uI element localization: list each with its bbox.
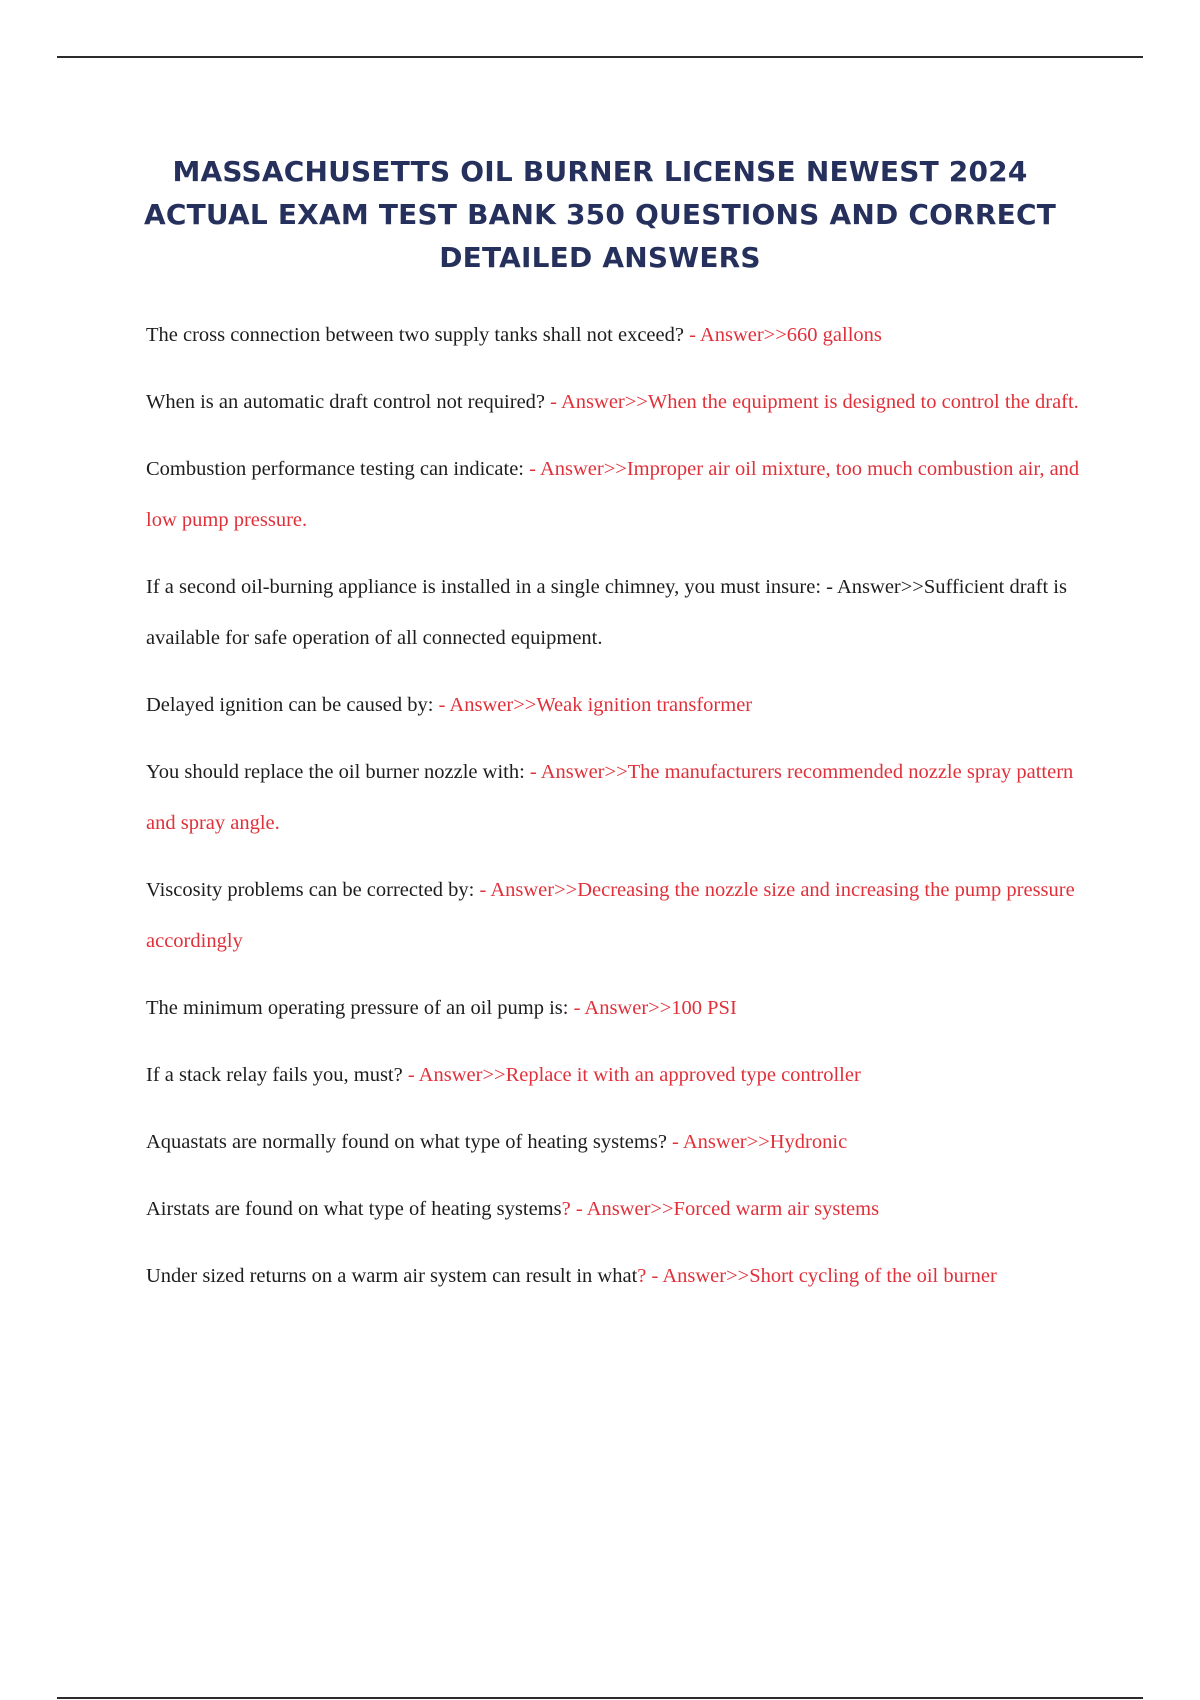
qa-item <box>146 865 1096 967</box>
question-text: Viscosity problems can be corrected by: <box>146 879 475 901</box>
question-text: If a stack relay fails you, must? <box>146 1064 403 1086</box>
answer-text: ? - Answer>>Forced warm air systems <box>561 1198 880 1220</box>
question-text: The minimum operating pressure of an oil pump is: <box>146 997 569 1019</box>
qa-item <box>146 310 1096 361</box>
qa-item <box>146 1184 1096 1235</box>
question-text: You should replace the oil burner nozzle with: <box>146 761 525 783</box>
qa-item <box>146 377 1096 428</box>
answer-text: ? - Answer>>Short cycling of the oil burner <box>637 1265 997 1287</box>
question-text: Delayed ignition can be caused by: <box>146 694 434 716</box>
question-text: Aquastats are normally found on what type of heating systems? <box>146 1131 667 1153</box>
question-text: When is an automatic draft control not required? <box>146 391 546 413</box>
question-text: Combustion performance testing can indicate: <box>146 458 524 480</box>
question-text: Airstats are found on what type of heating systems <box>146 1198 562 1220</box>
question-text: If a second oil-burning appliance is installed in a single chimney, you must insure: <box>146 576 822 598</box>
answer-text: - Answer>>Weak ignition transformer <box>433 694 753 716</box>
top-divider <box>57 56 1143 58</box>
qa-item <box>146 747 1096 849</box>
qa-item <box>146 1251 1096 1302</box>
title-line: MASSACHUSETTS OIL BURNER LICENSE NEWEST 2024 <box>172 155 1028 188</box>
qa-item <box>146 562 1096 664</box>
qa-item <box>146 1117 1096 1168</box>
title-line: ACTUAL EXAM TEST BANK 350 QUESTIONS AND CORRECT <box>143 198 1057 231</box>
answer-text: - Answer>>Improper air oil mixture, too much combustion air, and low pump pressure. <box>146 458 1080 531</box>
answer-text: - Answer>>660 gallons <box>683 324 882 346</box>
question-text: The cross connection between two supply tanks shall not exceed? <box>146 324 684 346</box>
answer-text: - Answer>>Decreasing the nozzle size and increasing the pump pressure accordingly <box>146 879 1075 952</box>
qa-item <box>146 1050 1096 1101</box>
bottom-divider <box>57 1697 1143 1699</box>
document-title <box>100 150 1100 279</box>
question-text: Under sized returns on a warm air system can result in what <box>146 1265 638 1287</box>
answer-text: - Answer>>The manufacturers recommended nozzle spray pattern and spray angle. <box>146 761 1074 834</box>
answer-text: - Answer>>Replace it with an approved type controller <box>402 1064 861 1086</box>
answer-text: - Answer>>100 PSI <box>568 997 737 1019</box>
qa-list <box>146 310 1096 1318</box>
title-line: DETAILED ANSWERS <box>439 241 761 274</box>
answer-text: - Answer>>Sufficient draft is available for safe operation of all connected equipment. <box>146 576 1067 649</box>
qa-item <box>146 444 1096 546</box>
qa-item <box>146 983 1096 1034</box>
answer-text: - Answer>>When the equipment is designed to control the draft. <box>545 391 1079 413</box>
qa-item <box>146 680 1096 731</box>
answer-text: - Answer>>Hydronic <box>666 1131 848 1153</box>
